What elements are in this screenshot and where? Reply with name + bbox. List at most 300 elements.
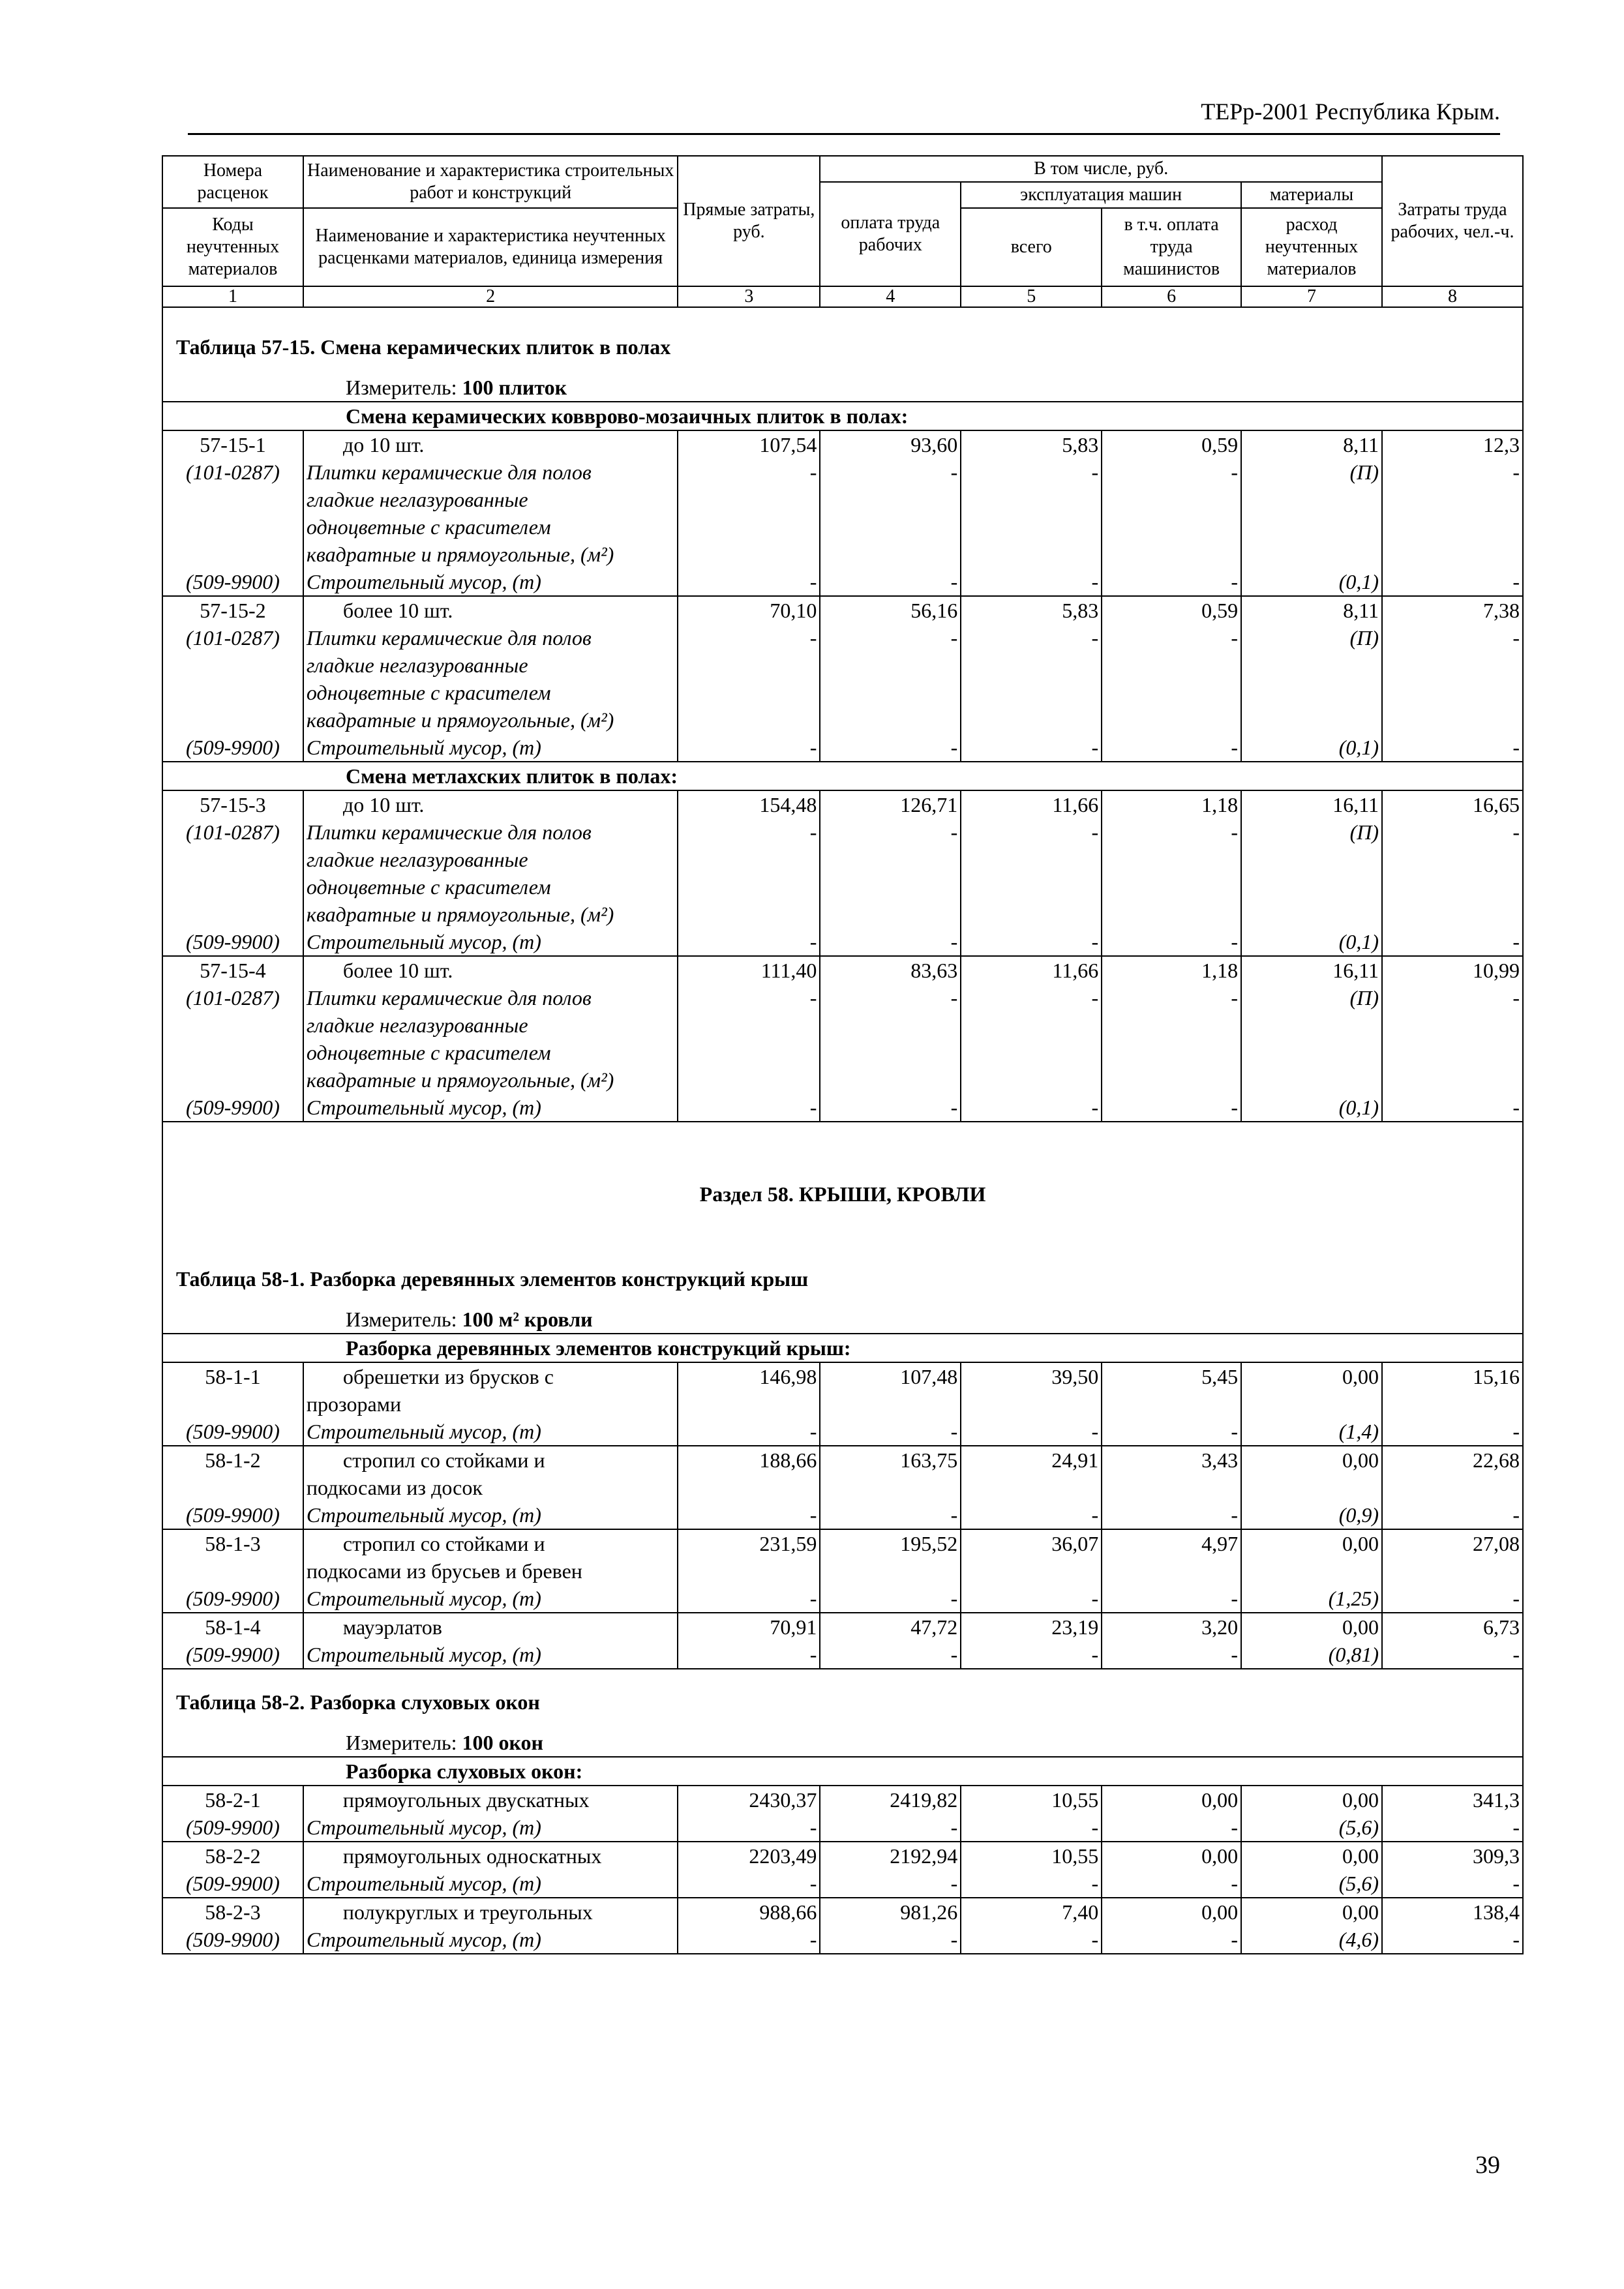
machinists-pay: 5,45 [1201,1365,1239,1388]
empty-line [1105,541,1238,568]
material-name: Плитки керамические для полов [306,460,592,484]
dash: - [1091,1872,1099,1895]
rate-row [162,1842,1523,1898]
empty-line [1244,679,1379,706]
direct-cost-cell [678,1446,820,1529]
labor-pay: 56,16 [910,599,958,622]
machines-total-cell [961,430,1102,596]
spacer-row [162,1669,1523,1688]
empty-line [1385,679,1520,706]
materials-cell [1241,956,1382,1122]
rate-code: 58-2-3 [205,1900,261,1924]
empty-line [1105,846,1238,873]
page-number: 39 [1475,2151,1500,2179]
dash: - [1512,626,1520,650]
machines-total: 39,50 [1051,1365,1099,1388]
machines-total-cell [961,1786,1102,1842]
empty-line [964,1390,1098,1418]
rate-row [162,790,1523,956]
labor-hours: 22,68 [1473,1448,1520,1472]
machinists-pay-cell [1102,1613,1241,1669]
empty-line [1105,486,1238,513]
labor-hours-cell [1382,1362,1523,1446]
empty-line [1105,513,1238,541]
direct-cost: 146,98 [759,1365,817,1388]
material-name: гладкие неглазурованные [306,848,528,871]
debris-code: (509-9900) [185,736,280,759]
rate-name-cell [303,1786,678,1842]
dash: - [1231,1928,1239,1951]
labor-hours: 15,16 [1473,1365,1520,1388]
debris-value: (0,1) [1338,1096,1379,1119]
labor-pay: 981,26 [900,1900,958,1924]
rate-name: подкосами из брусьев и бревен [306,1559,582,1583]
materials-cell [1241,1898,1382,1954]
debris-code: (509-9900) [185,1872,280,1895]
empty-line [166,1011,300,1039]
dash: - [950,1928,958,1951]
rate-name: стропил со стойками и [342,1448,545,1472]
rate-name-cell [303,956,678,1122]
rate-code-cell [162,596,303,762]
labor-pay: 83,63 [910,959,958,982]
materials-cell [1241,1842,1382,1898]
material-name: одноцветные с красителем [306,681,551,704]
dash: - [1512,1816,1520,1839]
empty-line [681,846,817,873]
machines-total-cell [961,1898,1102,1954]
empty-line [1244,1474,1379,1501]
rate-code: 58-2-1 [205,1788,261,1812]
dash: - [1231,570,1239,593]
debris-name: Строительный мусор, (т) [306,570,541,593]
rate-code: 57-15-3 [200,793,266,816]
material-name: Плитки керамические для полов [306,626,592,650]
empty-line [964,901,1098,928]
dash: - [1512,460,1520,484]
rate-code-cell [162,790,303,956]
labor-hours-cell [1382,1842,1523,1898]
direct-cost: 111,40 [760,959,817,982]
rate-code-cell [162,1842,303,1898]
empty-line [1244,706,1379,734]
column-number: 3 [678,286,820,307]
machinists-pay-cell [1102,1842,1241,1898]
column-number: 8 [1382,286,1523,307]
direct-cost: 2203,49 [749,1844,817,1868]
machines-total: 5,83 [1062,433,1099,456]
materials-value: 0,00 [1342,1365,1379,1388]
dash: - [1091,1643,1099,1666]
dash: - [950,1816,958,1839]
measure-value: 100 плиток [462,376,567,399]
materials-value: 8,11 [1343,433,1379,456]
empty-line [1105,1390,1238,1418]
dash: - [1091,736,1099,759]
labor-pay-cell [820,1362,961,1446]
labor-pay-cell [820,1613,961,1669]
material-name: квадратные и прямоугольные, (м²) [306,543,614,566]
dash: - [1231,1643,1239,1666]
empty-line [1105,873,1238,901]
spacer [162,1669,1523,1688]
empty-line [681,1557,817,1585]
empty-line [166,846,300,873]
rate-name-cell [303,1362,678,1446]
empty-line [964,513,1098,541]
machines-total-cell [961,790,1102,956]
dash: - [1512,930,1520,953]
empty-line [681,513,817,541]
empty-line [1244,1557,1379,1585]
material-name: Плитки керамические для полов [306,986,592,1010]
column-number: 5 [961,286,1102,307]
group-heading: Смена керамических ковврово-мозаичных плиток в полах: [162,402,1523,430]
debris-name: Строительный мусор, (т) [306,1872,541,1895]
material-unit: (П) [1349,626,1379,650]
direct-cost-cell [678,956,820,1122]
debris-code: (509-9900) [185,1420,280,1443]
labor-hours: 27,08 [1473,1532,1520,1555]
rate-name-cell [303,1842,678,1898]
empty-line [1105,1039,1238,1066]
rate-code-cell [162,1362,303,1446]
dash: - [1512,570,1520,593]
machinists-pay-cell [1102,956,1241,1122]
spacer [162,1233,1523,1265]
debris-code: (509-9900) [185,1096,280,1119]
empty-line [1385,706,1520,734]
measure-value: 100 окон [462,1731,543,1754]
labor-hours-cell [1382,790,1523,956]
direct-cost-cell [678,596,820,762]
direct-cost-cell [678,1898,820,1954]
empty-line [823,651,957,679]
dash: - [1231,460,1239,484]
empty-line [1385,846,1520,873]
rate-row [162,956,1523,1122]
dash: - [809,1872,817,1895]
rate-name: подкосами из досок [306,1476,483,1499]
debris-name: Строительный мусор, (т) [306,1928,541,1951]
rate-code: 57-15-2 [200,599,266,622]
debris-name: Строительный мусор, (т) [306,1816,541,1839]
measure-row [162,374,1523,402]
empty-line [166,541,300,568]
empty-line [166,1557,300,1585]
column-number: 4 [820,286,961,307]
labor-pay: 47,72 [910,1615,958,1639]
material-name: гладкие неглазурованные [306,1013,528,1037]
empty-line [1385,873,1520,901]
direct-cost: 231,59 [759,1532,817,1555]
measure-label: Измеритель: [346,1731,457,1754]
table-title: Таблица 58-2. Разборка слуховых окон [162,1688,1523,1729]
empty-line [681,873,817,901]
labor-hours-cell [1382,1786,1523,1842]
empty-line [1244,1039,1379,1066]
labor-pay: 195,52 [900,1532,958,1555]
empty-line [1244,1066,1379,1094]
rate-row [162,1362,1523,1446]
material-name: гладкие неглазурованные [306,653,528,677]
dash: - [809,1643,817,1666]
empty-line [166,513,300,541]
empty-line [823,1557,957,1585]
empty-line [1105,706,1238,734]
labor-hours: 6,73 [1483,1615,1520,1639]
empty-line [681,1011,817,1039]
machinists-pay: 0,00 [1201,1900,1239,1924]
empty-line [1105,1557,1238,1585]
rate-code-cell [162,430,303,596]
direct-cost-cell [678,1362,820,1446]
empty-line [823,706,957,734]
empty-line [681,651,817,679]
materials-value: 16,11 [1332,959,1379,982]
empty-line [166,901,300,928]
dash: - [1512,736,1520,759]
debris-value: (0,1) [1338,930,1379,953]
empty-line [1244,901,1379,928]
debris-value: (5,6) [1338,1816,1379,1839]
empty-line [1105,1066,1238,1094]
rate-name-cell [303,596,678,762]
empty-line [1244,541,1379,568]
empty-line [823,901,957,928]
dash: - [1231,736,1239,759]
direct-cost-cell [678,1529,820,1613]
machinists-pay: 1,18 [1201,959,1239,982]
dash: - [1512,1643,1520,1666]
labor-hours: 138,4 [1473,1900,1520,1924]
empty-line [823,873,957,901]
empty-line [823,541,957,568]
dash: - [950,570,958,593]
dash: - [950,1587,958,1610]
dash: - [1231,626,1239,650]
rate-code-cell [162,1446,303,1529]
debris-value: (4,6) [1338,1928,1379,1951]
measure-row [162,1306,1523,1334]
column-number: 2 [303,286,678,307]
machines-total-cell [961,1613,1102,1669]
rate-row [162,430,1523,596]
dash: - [1512,986,1520,1010]
labor-hours: 7,38 [1483,599,1520,622]
empty-line [1385,1011,1520,1039]
debris-code: (509-9900) [185,1816,280,1839]
running-header: ТЕРр-2001 Республика Крым. [1201,98,1500,125]
direct-cost: 988,66 [759,1900,817,1924]
debris-code: (509-9900) [185,1643,280,1666]
direct-cost: 2430,37 [749,1788,817,1812]
labor-pay: 107,48 [900,1365,958,1388]
empty-line [681,1066,817,1094]
dash: - [1512,1503,1520,1527]
empty-line [1385,541,1520,568]
rate-code-cell [162,1898,303,1954]
header-rule [188,133,1500,135]
empty-line [166,706,300,734]
empty-line [1385,1557,1520,1585]
labor-hours-cell [1382,596,1523,762]
table-title: Таблица 58-1. Разборка деревянных элементов конструкций крыш [162,1265,1523,1306]
table-title-row [162,333,1523,374]
dash: - [809,930,817,953]
dash: - [1231,820,1239,844]
machines-total: 5,83 [1062,599,1099,622]
dash: - [809,1816,817,1839]
dash: - [1091,1816,1099,1839]
labor-hours: 309,3 [1473,1844,1520,1868]
empty-line [1244,513,1379,541]
dash: - [1231,1420,1239,1443]
labor-pay-cell [820,1842,961,1898]
measure-value: 100 м² кровли [462,1308,593,1331]
dash: - [809,1503,817,1527]
empty-line [823,1039,957,1066]
rate-row [162,1446,1523,1529]
direct-cost: 107,54 [759,433,817,456]
rate-name: до 10 шт. [342,433,425,456]
labor-hours: 10,99 [1473,959,1520,982]
rate-name-cell [303,1446,678,1529]
dash: - [1231,930,1239,953]
col1-header-top: Номера расценок [162,156,303,208]
labor-pay-cell [820,790,961,956]
machines-total-cell [961,1446,1102,1529]
materials-cell [1241,1446,1382,1529]
debris-code: (509-9900) [185,1503,280,1527]
empty-line [166,486,300,513]
debris-value: (1,25) [1328,1587,1379,1610]
spacer-row [162,1122,1523,1180]
rate-name: до 10 шт. [342,793,425,816]
materials-value: 0,00 [1342,1615,1379,1639]
material-name: одноцветные с красителем [306,875,551,899]
column-number: 1 [162,286,303,307]
dash: - [809,1420,817,1443]
direct-cost-cell [678,1613,820,1669]
debris-value: (0,1) [1338,736,1379,759]
empty-line [166,1390,300,1418]
empty-line [166,651,300,679]
debris-name: Строительный мусор, (т) [306,930,541,953]
machines-total: 10,55 [1051,1844,1099,1868]
dash: - [950,460,958,484]
material-name: гладкие неглазурованные [306,488,528,511]
labor-hours-cell [1382,1613,1523,1669]
empty-line [964,1039,1098,1066]
dash: - [809,1928,817,1951]
material-name: Плитки керамические для полов [306,820,592,844]
labor-pay-cell [820,596,961,762]
labor-pay: 2419,82 [890,1788,958,1812]
dash: - [1231,1096,1239,1119]
rate-name: стропил со стойками и [342,1532,545,1555]
empty-line [166,1474,300,1501]
labor-pay-cell [820,430,961,596]
machinists-pay: 1,18 [1201,793,1239,816]
measure [162,374,1523,402]
empty-line [1244,651,1379,679]
debris-value: (1,4) [1338,1420,1379,1443]
empty-line [1244,486,1379,513]
empty-line [166,679,300,706]
measure-label: Измеритель: [346,376,457,399]
debris-value: (0,9) [1338,1503,1379,1527]
rate-name-cell [303,790,678,956]
labor-hours-cell [1382,1529,1523,1613]
dash: - [950,820,958,844]
labor-hours-cell [1382,956,1523,1122]
machines-total: 11,66 [1052,959,1099,982]
section-title: Раздел 58. КРЫШИ, КРОВЛИ [162,1180,1523,1233]
materials-cell [1241,430,1382,596]
machines-total-cell [961,1842,1102,1898]
dash: - [1091,1096,1099,1119]
dash: - [1512,1928,1520,1951]
rate-name: более 10 шт. [342,959,453,982]
rate-name: прямоугольных односкатных [342,1844,602,1868]
group-heading-row [162,762,1523,790]
machinists-pay-cell [1102,1362,1241,1446]
col8-header: Затраты труда рабочих, чел.-ч. [1382,156,1523,286]
col7-header: расход неучтенных материалов [1241,208,1382,286]
dash: - [950,1643,958,1666]
machinists-pay-cell [1102,790,1241,956]
debris-name: Строительный мусор, (т) [306,1503,541,1527]
material-code: (101-0287) [185,460,280,484]
rate-row [162,1613,1523,1669]
machinists-pay: 0,59 [1201,599,1239,622]
empty-line [1244,1011,1379,1039]
materials-cell [1241,790,1382,956]
dash: - [1091,930,1099,953]
labor-hours-cell [1382,1446,1523,1529]
empty-line [1385,1066,1520,1094]
machinists-pay: 0,00 [1201,1788,1239,1812]
material-unit: (П) [1349,986,1379,1010]
dash: - [1231,1872,1239,1895]
empty-line [1385,486,1520,513]
dash: - [950,626,958,650]
labor-pay: 93,60 [910,433,958,456]
machines-total: 23,19 [1051,1615,1099,1639]
machinists-pay: 4,97 [1201,1532,1239,1555]
rate-name: прямоугольных двускатных [342,1788,590,1812]
empty-line [1244,1390,1379,1418]
empty-line [1244,873,1379,901]
measure [162,1306,1523,1334]
empty-line [681,1474,817,1501]
dash: - [1091,626,1099,650]
empty-line [1105,651,1238,679]
debris-name: Строительный мусор, (т) [306,1420,541,1443]
rate-name: более 10 шт. [342,599,453,622]
direct-cost: 154,48 [759,793,817,816]
col2-header-top: Наименование и характеристика строительных работ и конструкций [303,156,678,208]
materials-cell [1241,596,1382,762]
rate-name: обрешетки из брусков с [342,1365,554,1388]
debris-value: (0,1) [1338,570,1379,593]
materials-cell [1241,1529,1382,1613]
debris-code: (509-9900) [185,1928,280,1951]
labor-pay: 163,75 [900,1448,958,1472]
rate-name-cell [303,430,678,596]
labor-pay-cell [820,1529,961,1613]
